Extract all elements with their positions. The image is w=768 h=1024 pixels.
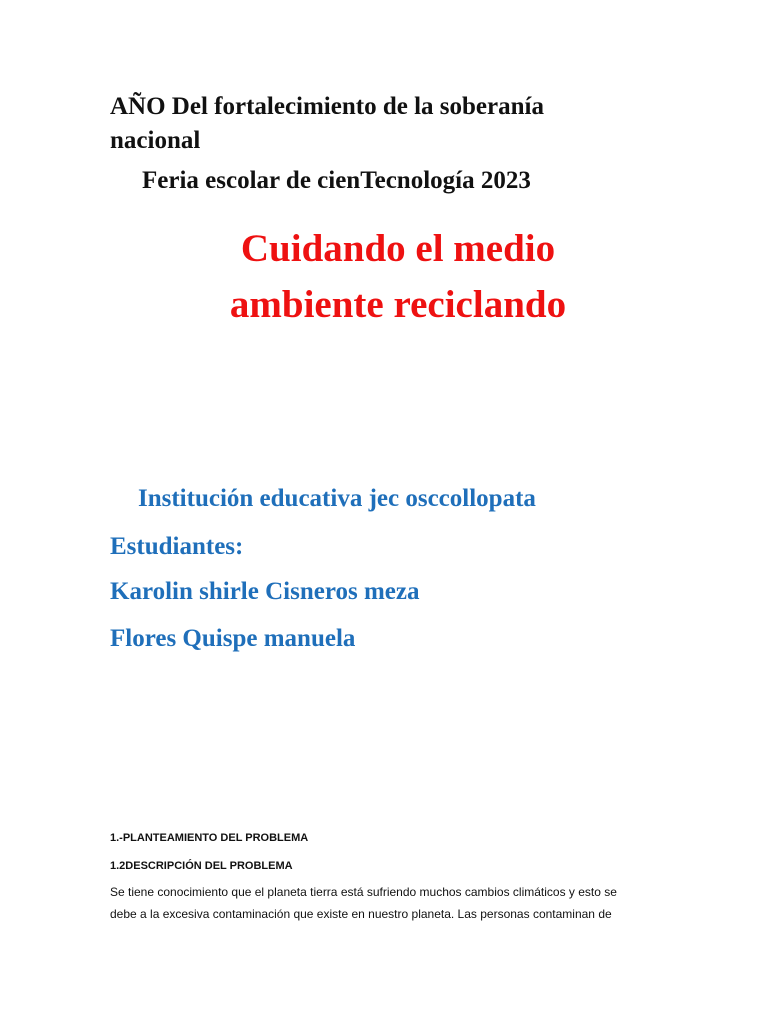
project-title-line-1: Cuidando el medio: [240, 227, 556, 270]
students-label: Estudiantes:: [110, 533, 244, 560]
project-title-line-2: ambiente reciclando: [229, 283, 567, 326]
fair-heading: Feria escolar de cienTecnología 2023: [142, 167, 531, 194]
year-heading-line-1: AÑO Del fortalecimiento de la soberanía: [110, 93, 544, 120]
institution-name: Institución educativa jec osccollopata: [138, 485, 536, 512]
year-heading-line-2: nacional: [110, 127, 201, 154]
section-heading-problem-statement: 1.-PLANTEAMIENTO DEL PROBLEMA: [110, 832, 309, 844]
student-name: Flores Quispe manuela: [110, 625, 356, 652]
student-name: Karolin shirle Cisneros meza: [110, 578, 420, 605]
paragraph-line: Se tiene conocimiento que el planeta tierra está sufriendo muchos cambios climáticos y esto se: [110, 885, 617, 899]
section-heading-problem-description: 1.2DESCRIPCIÓN DEL PROBLEMA: [110, 860, 293, 872]
paragraph-line: debe a la excesiva contaminación que existe en nuestro planeta. Las personas contaminan de: [110, 907, 612, 921]
